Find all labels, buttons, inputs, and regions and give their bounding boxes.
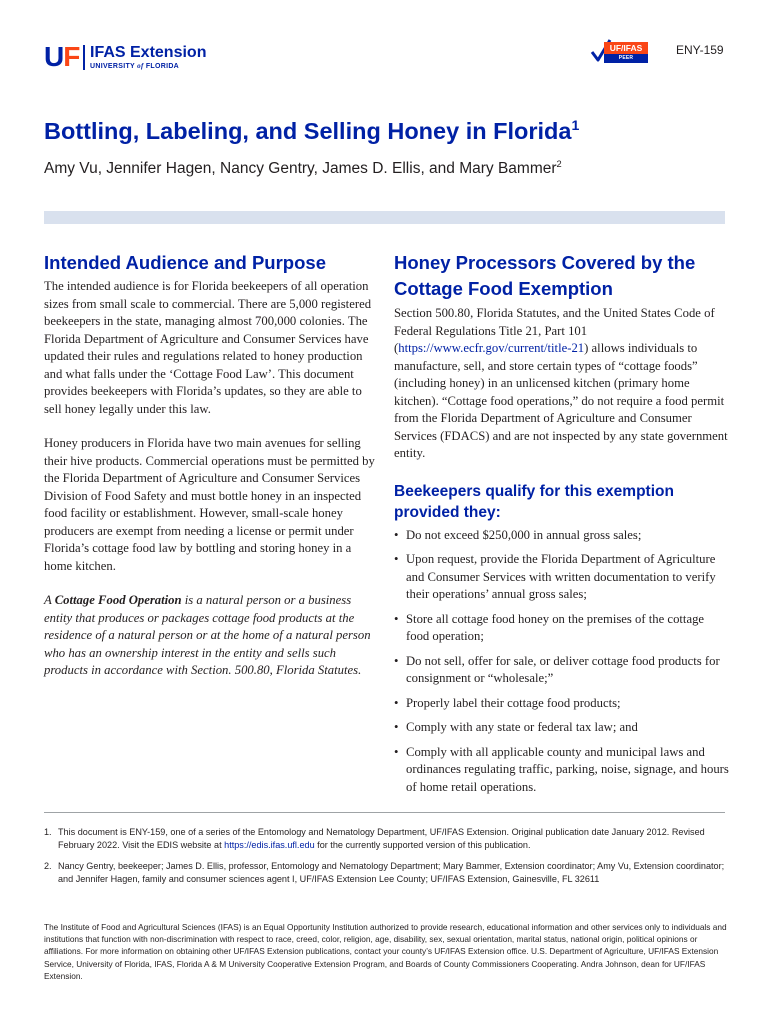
footnote-rule — [44, 812, 725, 813]
list-item — [394, 653, 729, 688]
list-item-text: Do not exceed $250,000 in annual gross sales; — [406, 527, 642, 542]
bullet-icon: • — [394, 720, 399, 734]
logo-ifas-extension: IFAS Extension — [90, 44, 207, 61]
list-item-text: Upon request, provide the Florida Department of Agriculture and Consumer Services with written documentation to verify their operations’ annual gross sales; — [406, 552, 716, 601]
peer-reviewed-badge — [590, 38, 650, 70]
bullet-icon: • — [394, 695, 399, 710]
list-item — [394, 744, 729, 797]
paragraph-audience: The intended audience is for Florida beekeepers of all operation sizes from small scale to commercial. There are 5,000 registered beekeepers in the state, managing almost 700,000 colonies. The Florida Department of Agriculture and Consumer Services have updated their rules and regulations related to honey production and what falls under the ‘Cottage Food Law’. This document provides beekeepers with Florida’s updates, so they are able to sell honey legally under this law. — [44, 279, 372, 416]
section-heading-audience: Intended Audience and Purpose — [44, 252, 326, 273]
logo-letter-f: F — [63, 41, 80, 72]
list-item-text: Comply with all applicable county and municipal laws and ordinances regulating traffic, parking, noise, signage, and hours of home retail operations. — [406, 744, 729, 794]
logo-university: UNIVERSITY of FLORIDA — [90, 62, 180, 70]
exemption-list — [394, 527, 729, 797]
subheading-qualify: Beekeepers qualify for this exemption provided they: — [394, 482, 674, 521]
ecfr-link[interactable]: https://www.ecfr.gov/current/title-21 — [398, 341, 585, 355]
list-item — [394, 611, 729, 646]
bullet-icon: • — [394, 527, 399, 542]
paragraph-cottage-definition: A Cottage Food Operation is a natural person or a business entity that produces or packages cottage food products at the residence of a natural person or at the home of a natural person who has an ownership interest in the entity and sells such products in accordance with Section. 500.80, Florida Statutes. — [44, 593, 371, 677]
list-item — [394, 551, 729, 604]
list-item — [394, 719, 729, 737]
document-title: Bottling, Labeling, and Selling Honey in Florida$^1$ — [44, 117, 580, 144]
bullet-icon: • — [394, 611, 399, 626]
right-column — [394, 250, 729, 803]
bullet-icon: • — [394, 552, 399, 566]
header-band — [44, 211, 725, 224]
edis-link[interactable]: https://edis.ifas.ufl.edu — [224, 840, 315, 850]
authors-footnote-ref[interactable]: 2 — [556, 158, 562, 169]
left-column — [44, 250, 379, 680]
footnote-2: 2. Nancy Gentry, beekeeper; James D. Ellis, professor, Entomology and Nematology Department; Mary Bammer, Extension coordinator; Amy Vu, Extension coordinator; and Jennifer Hagen, family and consumer sciences agent I, UF/IFAS Extension Lee County; UF/IFAS Extension, Gainesville, FL 32611 — [44, 861, 725, 884]
footnotes — [44, 826, 734, 894]
list-item — [394, 527, 729, 545]
bullet-icon: • — [394, 744, 399, 759]
author-line: Amy Vu, Jennifer Hagen, Nancy Gentry, James D. Ellis, and Mary Bammer$^2$ — [44, 158, 562, 177]
peer-badge-top: UF/IFAS — [604, 42, 648, 54]
bullet-icon: • — [394, 653, 399, 668]
list-item-text: Comply with any state or federal tax law; and — [406, 720, 638, 734]
document-number: ENY-159 — [676, 43, 724, 57]
list-item-text: Store all cottage food honey on the premises of the cottage food operation; — [406, 611, 705, 643]
term-cottage-food-operation: Cottage Food Operation — [54, 593, 182, 607]
paragraph-section-500: Section 500.80, Florida Statutes, and the United States Code of Federal Regulations Title 21, Part 101 (https://www.ecfr.gov/current/title-21) allows individuals to manufacture, sell, and store certain types of “cottage foods” (including honey) in an unlicensed kitchen (primary home kitchen). “Cottage food operations,” do not require a food permit from the Florida Department of Agriculture and Consumer Services (FDACS) and are not inspected by any state government entity. — [394, 306, 728, 460]
title-footnote-ref[interactable]: 1 — [571, 117, 580, 134]
list-item-text: Properly label their cottage food products; — [406, 695, 621, 710]
list-item — [394, 695, 729, 713]
paragraph-avenues: Honey producers in Florida have two main avenues for selling their hive products. Commercial operations must be permitted by the Florida Department of Agriculture and Consumer Services Division of Food Safety and must bottle honey in an inspected food facility or establishment. However, small-scale honey producers are exempt from needing a license or permit under Florida’s cottage food law by bottling and storing honey in a home kitchen. — [44, 436, 375, 573]
section-heading-processors: Honey Processors Covered by the Cottage Food Exemption — [394, 252, 696, 299]
logo-divider — [83, 45, 85, 70]
list-item-text: Do not sell, offer for sale, or deliver cottage food products for consignment or “wholesale;” — [406, 653, 720, 685]
disclaimer: The Institute of Food and Agricultural Sciences (IFAS) is an Equal Opportunity Institution authorized to provide research, educational information and other services only to individuals and institutions that function with non-discrimination with respect to race, creed, color, religion, age, disability, sex, sexual orientation, marital status, national origin, political opinions or affiliations. For more information on obtaining other UF/IFAS Extension publications, contact your county’s UF/IFAS Extension office. U.S. Department of Agriculture, UF/IFAS Extension Service, University of Florida, IFAS, Florida A & M University Cooperative Extension Program, and Boards of County Commissioners Cooperating. Andra Johnson, dean for UF/IFAS Extension. — [44, 922, 727, 981]
footnote-1: 1. This document is ENY-159, one of a series of the Entomology and Nematology Department, UF/IFAS Extension. Original publication date January 2012. Revised February 2022. Visit the EDIS website at https://edis.ifas.ufl.edu for the currently supported version of this publication. — [44, 827, 705, 850]
logo-letter-u: U — [44, 41, 64, 72]
uf-ifas-logo — [44, 42, 214, 74]
peer-badge-bottom: PEER REVIEWED — [604, 54, 648, 63]
